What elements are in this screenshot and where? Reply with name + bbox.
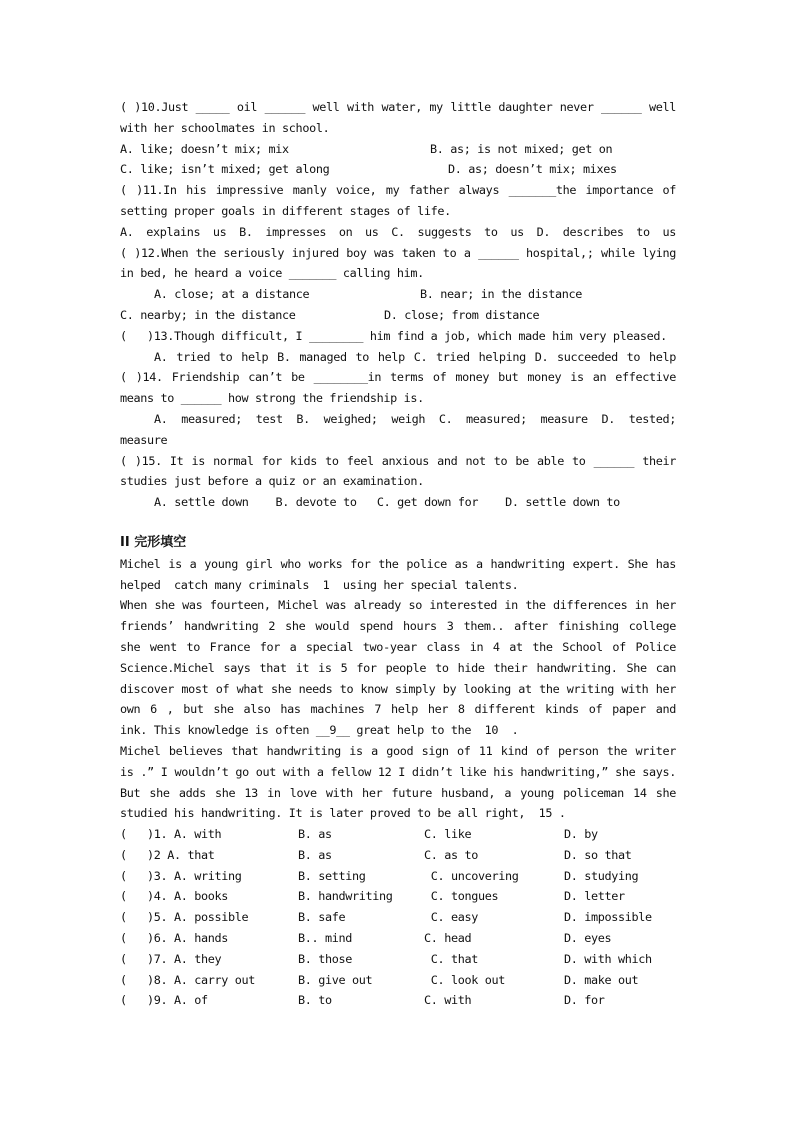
option-c: C. uncovering	[424, 868, 519, 883]
q10-option-a: A. like; doesn’t mix; mix	[120, 141, 289, 156]
question-number-and-option-a: ( )9. A. of	[120, 993, 208, 1008]
passage-line: helped catch many criminals 1 using her special talents.	[120, 577, 519, 592]
option-d: D. for	[564, 993, 605, 1008]
option-b: B. handwriting	[298, 889, 393, 904]
cloze-passage	[120, 554, 676, 824]
option-c: C. that	[424, 951, 479, 966]
q13-options: A. tried to help B. managed to help C. tried helping D. succeeded to help	[154, 349, 676, 364]
question-number-and-option-a: ( )5. A. possible	[120, 910, 249, 925]
q12-option-b: B. near; in the distance	[420, 287, 583, 302]
passage-line: Science.Michel says that it is 5 for people to hide their handwriting. She can	[120, 660, 676, 675]
option-d: D. impossible	[564, 910, 652, 925]
option-c: C. as to	[424, 847, 479, 862]
option-b: B.. mind	[298, 931, 353, 946]
q15-stem-line2: studies just before a quiz or an examination.	[120, 474, 424, 489]
question-number-and-option-a: ( )4. A. books	[120, 889, 229, 904]
passage-line: Michel believes that handwriting is a good sign of 11 kind of person the writer	[120, 743, 676, 758]
option-b: B. setting	[298, 868, 366, 883]
q12-option-c: C. nearby; in the distance	[120, 307, 296, 322]
q14-options-wrap: measure	[120, 432, 168, 447]
option-b: B. safe	[298, 910, 346, 925]
worksheet-page	[120, 97, 676, 1011]
q12-stem-line1: ( )12.When the seriously injured boy was taken to a ______ hospital,; while lying	[120, 245, 676, 260]
question-number-and-option-a: ( )7. A. they	[120, 951, 222, 966]
q12-stem-line2: in bed, he heard a voice _______ calling him.	[120, 266, 424, 281]
question-number-and-option-a: ( )8. A. carry out	[120, 972, 256, 987]
q11-stem-line1: ( )11.In his impressive manly voice, my father always _______the importance of	[120, 183, 676, 198]
option-b: B. give out	[298, 972, 373, 987]
passage-line: she went to France for a special two-year class in 4 at the School of Police	[120, 639, 676, 654]
option-c: C. head	[424, 931, 472, 946]
q10-stem-line1: ( )10.Just _____ oil ______ well with water, my little daughter never ______ well	[120, 100, 676, 114]
question-number-and-option-a: ( )2 A. that	[120, 847, 215, 862]
passage-line: Michel is a young girl who works for the police as a handwriting expert. She has	[120, 556, 676, 571]
cloze-questions	[120, 824, 676, 1011]
q12-options-row1	[120, 284, 676, 305]
option-d: D. letter	[564, 889, 625, 904]
q15-stem-line1: ( )15. It is normal for kids to feel anxious and not to be able to ______ their	[120, 453, 676, 468]
option-c: C. look out	[424, 972, 506, 987]
q10-options-row1	[120, 139, 676, 160]
cloze-question-row	[120, 866, 676, 887]
section-gap	[120, 513, 676, 533]
option-d: D. make out	[564, 972, 639, 987]
cloze-question-row	[120, 886, 676, 907]
q10-option-b: B. as; is not mixed; get on	[430, 141, 613, 156]
q10-stem-line2: with her schoolmates in school.	[120, 120, 330, 135]
passage-line: friends’ handwriting 2 she would spend hours 3 them.. after finishing college	[120, 619, 676, 634]
cloze-question-row	[120, 907, 676, 928]
option-b: B. as	[298, 847, 332, 862]
cloze-question-row	[120, 949, 676, 970]
passage-line: But she adds she 13 in love with her future husband, a young policeman 14 she	[120, 785, 676, 800]
q15-options: A. settle down B. devote to C. get down for D. settle down to	[154, 495, 620, 510]
passage-line: When she was fourteen, Michel was already so interested in the differences in her	[120, 598, 676, 613]
passage-line: is .” I wouldn’t go out with a fellow 12 I didn’t like his handwriting,” she says.	[120, 764, 676, 779]
question-number-and-option-a: ( )6. A. hands	[120, 931, 229, 946]
option-b: B. as	[298, 827, 332, 842]
q10-option-d: D. as; doesn’t mix; mixes	[448, 162, 617, 177]
q13-stem-line1: ( )13.Though difficult, I ________ him find a job, which made him very pleased.	[120, 328, 667, 343]
cloze-question-row	[120, 845, 676, 866]
option-c: C. tongues	[424, 889, 499, 904]
passage-line: studied his handwriting. It is later proved to be all right, 15 .	[120, 806, 566, 821]
passage-line: ink. This knowledge is often __9__ great help to the 10 .	[120, 723, 519, 738]
cloze-question-row	[120, 970, 676, 991]
option-c: C. like	[424, 827, 472, 842]
q12-option-d: D. close; from distance	[384, 307, 540, 322]
cloze-question-row	[120, 990, 676, 1011]
cloze-question-row	[120, 824, 676, 845]
passage-line: discover most of what she needs to know simply by looking at the writing with her	[120, 681, 676, 696]
option-d: D. with which	[564, 951, 652, 966]
q14-stem-line1: ( )14. Friendship can’t be ________in terms of money but money is an effective	[120, 370, 676, 385]
q11-stem-line2: setting proper goals in different stages of life.	[120, 203, 451, 218]
q11-options: A. explains us B. impresses on us C. suggests to us D. describes to us	[120, 224, 676, 239]
q12-option-a: A. close; at a distance	[154, 287, 310, 302]
option-d: D. so that	[564, 847, 632, 862]
section-heading-cloze: II 完形填空	[120, 534, 187, 550]
option-d: D. by	[564, 827, 598, 842]
q14-stem-line2: means to ______ how strong the friendship is.	[120, 391, 424, 406]
cloze-question-row	[120, 928, 676, 949]
passage-line: own 6 , but she also has machines 7 help her 8 different kinds of paper and	[120, 702, 676, 717]
q10-options-row2	[120, 159, 676, 180]
option-c: C. easy	[424, 910, 479, 925]
question-number-and-option-a: ( )3. A. writing	[120, 868, 242, 883]
q10-option-c: C. like; isn’t mixed; get along	[120, 162, 330, 177]
option-c: C. with	[424, 993, 472, 1008]
option-b: B. to	[298, 993, 332, 1008]
option-d: D. eyes	[564, 931, 612, 946]
q12-options-row2	[120, 305, 676, 326]
question-number-and-option-a: ( )1. A. with	[120, 827, 222, 842]
q14-options: A. measured; test B. weighed; weigh C. measured; measure D. tested;	[154, 411, 676, 426]
option-b: B. those	[298, 951, 353, 966]
option-d: D. studying	[564, 868, 639, 883]
